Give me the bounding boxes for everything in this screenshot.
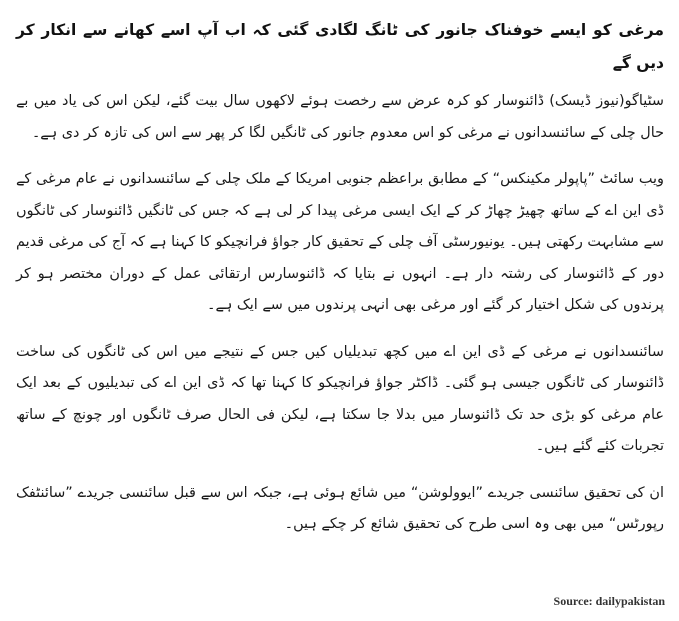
article-headline: مرغی کو ایسے خوفناک جانور کی ٹانگ لگادی گئی کہ اب آپ اسے کھانے سے انکار کر دیں گے — [16, 21, 664, 72]
source-credit: Source: dailypakistan — [553, 594, 665, 608]
article-paragraph: ویب سائٹ ”پاپولر مکینکس“ کے مطابق براعظم جنوبی امریکا کے ملک چلی کے سائنسدانوں نے عام مرغی کے ڈی این اے کے ساتھ چھیڑ چھاڑ کر کے ایک ایسی مرغی پیدا کر لی ہے کہ جس کی ٹانگیں ڈائنوسار کی ٹانگوں سے مشابہت رکھتی ہیں۔ یونیورسٹی آف چلی کے تحقیق کار جواؤ فرانچیکو کا کہنا ہے کہ آج کی مرغی قدیم دور کے ڈائنوسار کی رشتہ دار ہے۔ انہوں نے بتایا کہ ڈائنوسارس ارتقائی عمل کے دوران مختصر ہو کر پرندوں کی شکل اختیار کر گئے اور مرغی بھی انہی پرندوں میں سے ایک ہے۔ — [16, 171, 664, 313]
article-paragraph: ان کی تحقیق سائنسی جریدے ”ایوولوشن“ میں شائع ہوئی ہے، جبکہ اس سے قبل سائنسی جریدے ”سائنٹفک رپورٹس“ میں بھی وہ اسی طرح کی تحقیق شائع کر چکے ہیں۔ — [16, 484, 664, 532]
article-paragraph: سٹیاگو(نیوز ڈیسک) ڈائنوسار کو کرہ عرض سے رخصت ہوئے لاکھوں سال بیت گئے، لیکن اس کی یاد میں بے حال چلی کے سائنسدانوں نے مرغی کو اس معدوم جانور کی ٹانگیں لگا کر پھر سے اس کی تازہ کر دی ہے۔ — [16, 93, 664, 141]
article-body — [16, 14, 664, 556]
article-paragraph: سائنسدانوں نے مرغی کے ڈی این اے میں کچھ تبدیلیاں کیں جس کے نتیجے میں اس کی ٹانگوں کی ساخت ڈائنوسار کی ٹانگوں جیسی ہو گئی۔ ڈاکٹر جواؤ فرانچیکو کا کہنا تھا کہ ڈی این اے کی تبدیلیوں کے بعد ایک عام مرغی کو بڑی حد تک ڈائنوسار میں بدلا جا سکتا ہے، لیکن فی الحال صرف ٹانگوں اور چونچ کے ساتھ تجربات کئے گئے ہیں۔ — [16, 343, 664, 454]
